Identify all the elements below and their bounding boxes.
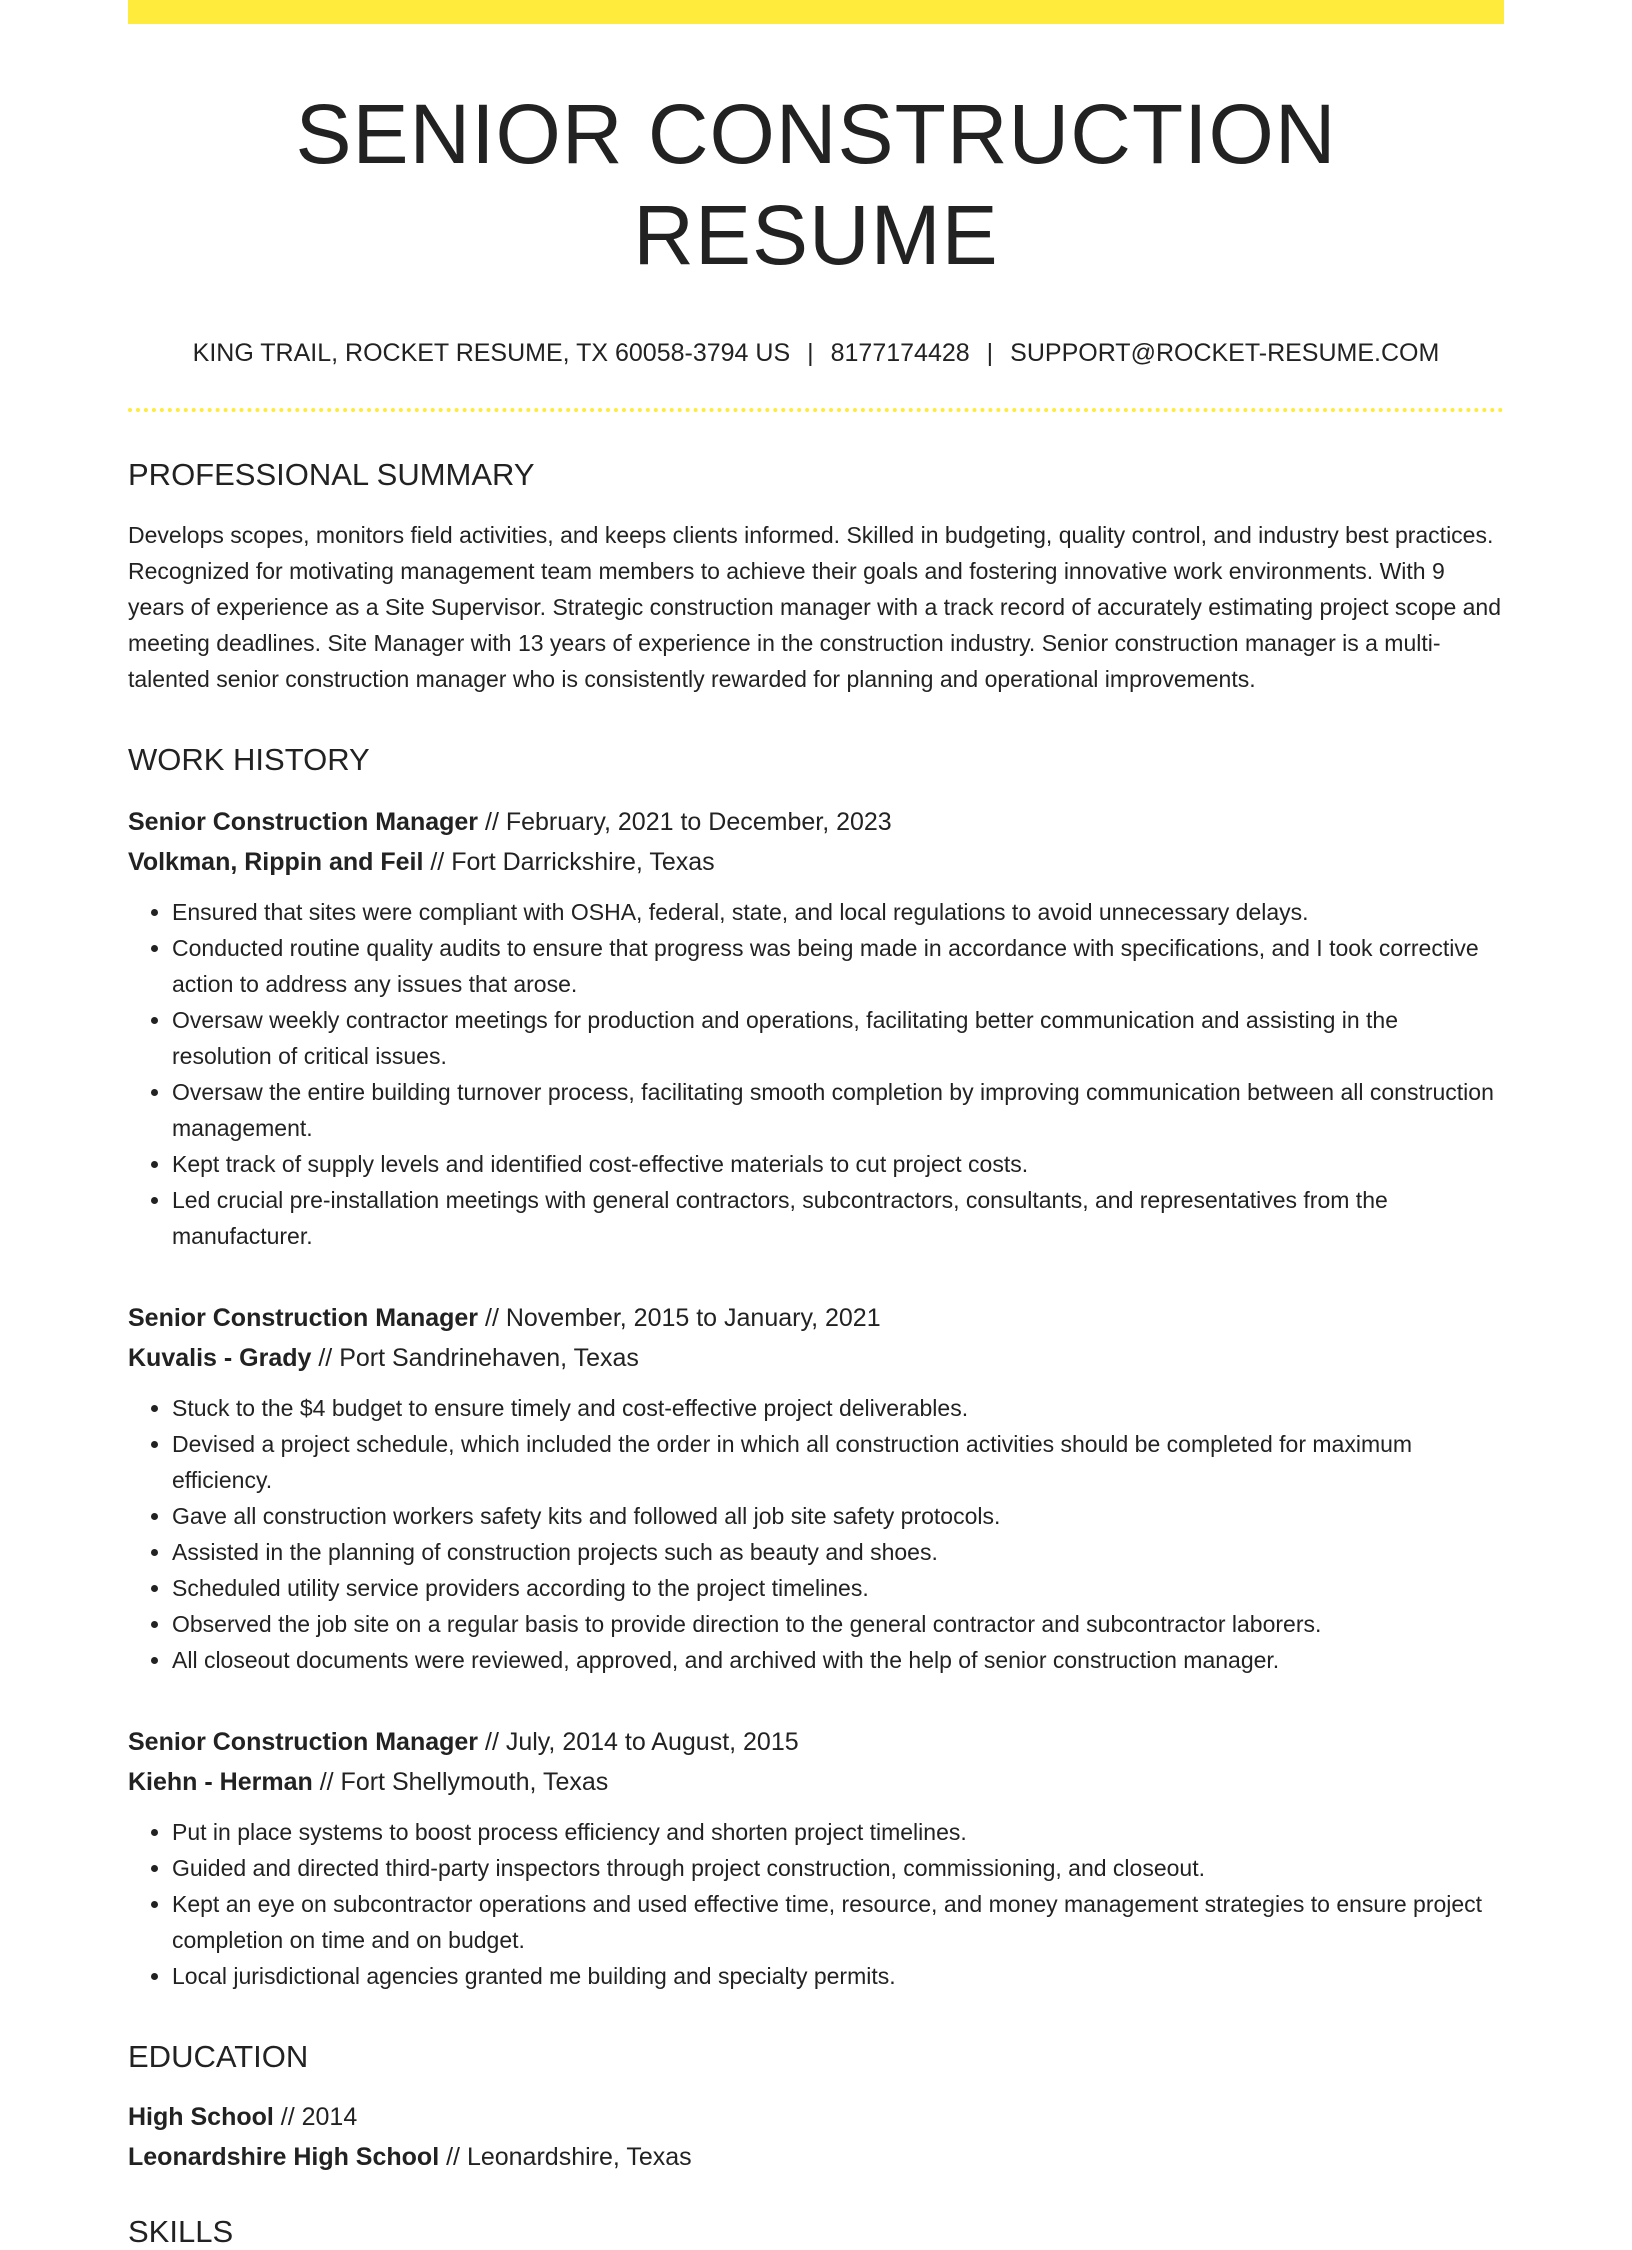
bullet-item: • Observed the job site on a regular basis to provide direction to the general contractor and subcontractor laborers. bbox=[172, 1606, 1504, 1642]
contact-address: KING TRAIL, ROCKET RESUME, TX 60058-3794 US bbox=[192, 338, 791, 367]
job-entry bbox=[128, 1722, 1504, 1994]
job-company-line bbox=[128, 842, 1504, 882]
job-dates: // February, 2021 to December, 2023 bbox=[478, 807, 892, 836]
job-role-line bbox=[128, 1722, 1504, 1762]
bullet-item: • Put in place systems to boost process efficiency and shorten project timelines. bbox=[172, 1814, 1504, 1850]
education-degree: High School bbox=[128, 2103, 274, 2132]
bullet-item: • Scheduled utility service providers according to the project timelines. bbox=[172, 1570, 1504, 1606]
job-role: Senior Construction Manager bbox=[128, 1303, 479, 1332]
job-dates: // November, 2015 to January, 2021 bbox=[478, 1303, 881, 1332]
contact-email: SUPPORT@ROCKET-RESUME.COM bbox=[1010, 338, 1440, 367]
education-degree-line bbox=[128, 2097, 1504, 2137]
job-bullets bbox=[128, 1814, 1504, 1994]
bullet-item: • Oversaw the entire building turnover process, facilitating smooth completion by improving communication between all construction management. bbox=[172, 1074, 1504, 1146]
bullet-item: • Kept track of supply levels and identified cost-effective materials to cut project costs. bbox=[172, 1146, 1504, 1182]
section-title-summary: PROFESSIONAL SUMMARY bbox=[128, 456, 535, 492]
job-company-line bbox=[128, 1338, 1504, 1378]
bullet-item: • Local jurisdictional agencies granted me building and specialty permits. bbox=[172, 1958, 1504, 1994]
bullet-item: • All closeout documents were reviewed, approved, and archived with the help of senior construction manager. bbox=[172, 1642, 1504, 1678]
top-accent-bar bbox=[128, 0, 1504, 24]
bullet-item: • Ensured that sites were compliant with OSHA, federal, state, and local regulations to avoid unnecessary delays. bbox=[172, 894, 1504, 930]
job-role-line bbox=[128, 802, 1504, 842]
job-location: // Port Sandrinehaven, Texas bbox=[311, 1343, 639, 1372]
job-role: Senior Construction Manager bbox=[128, 1727, 479, 1756]
job-bullets bbox=[128, 1390, 1504, 1678]
job-bullets bbox=[128, 894, 1504, 1254]
bullet-item: • Assisted in the planning of construction projects such as beauty and shoes. bbox=[172, 1534, 1504, 1570]
bullet-item: • Led crucial pre-installation meetings with general contractors, subcontractors, consultants, and representatives from the manufacturer. bbox=[172, 1182, 1504, 1254]
education-year: // 2014 bbox=[273, 2103, 358, 2132]
job-company: Volkman, Rippin and Feil bbox=[128, 847, 424, 876]
contact-separator: | bbox=[986, 338, 994, 367]
section-title-skills: SKILLS bbox=[128, 2214, 234, 2250]
bullet-item: • Guided and directed third-party inspectors through project construction, commissioning, and closeout. bbox=[172, 1850, 1504, 1886]
education-location: // Leonardshire, Texas bbox=[439, 2143, 692, 2172]
resume-page bbox=[128, 0, 1504, 2250]
job-entry bbox=[128, 802, 1504, 1254]
bullet-item: • Kept an eye on subcontractor operations and used effective time, resource, and money management strategies to ensure project completion on time and on budget. bbox=[172, 1886, 1504, 1958]
job-company-line bbox=[128, 1762, 1504, 1802]
section-title-work-history: WORK HISTORY bbox=[128, 741, 370, 777]
contact-line bbox=[128, 338, 1504, 368]
job-entry bbox=[128, 1298, 1504, 1678]
dotted-divider bbox=[128, 408, 1504, 412]
job-location: // Fort Shellymouth, Texas bbox=[312, 1767, 609, 1796]
summary-text: Develops scopes, monitors field activities, and keeps clients informed. Skilled in budgeting, quality control, and industry best practices. Recognized for motivating management team members to achieve their goals and fostering innovative work environments. With 9 years of experience as a Site Supervisor. Strategic construction manager with a track record of accurately estimating project scope and meeting deadlines. Site Manager with 13 years of experience in the construction industry. Senior construction manager is a multi-talented senior construction manager who is consistently rewarded for planning and operational improvements. bbox=[128, 521, 1502, 692]
job-role-line bbox=[128, 1298, 1504, 1338]
education-entry bbox=[128, 2097, 1504, 2177]
contact-phone: 8177174428 bbox=[830, 338, 970, 367]
education-school-line bbox=[128, 2137, 1504, 2177]
contact-separator: | bbox=[807, 338, 814, 367]
bullet-item: • Conducted routine quality audits to ensure that progress was being made in accordance with specifications, and I took corrective action to address any issues that arose. bbox=[172, 930, 1504, 1002]
job-company: Kiehn - Herman bbox=[128, 1767, 313, 1796]
section-title-education: EDUCATION bbox=[128, 2038, 309, 2074]
bullet-item: • Oversaw weekly contractor meetings for production and operations, facilitating better communication and assisting in the resolution of critical issues. bbox=[172, 1002, 1504, 1074]
bullet-item: • Devised a project schedule, which included the order in which all construction activities should be completed for maximum efficiency. bbox=[172, 1426, 1504, 1498]
job-company: Kuvalis - Grady bbox=[128, 1343, 312, 1372]
bullet-item: • Gave all construction workers safety kits and followed all job site safety protocols. bbox=[172, 1498, 1504, 1534]
bullet-item: • Stuck to the $4 budget to ensure timely and cost-effective project deliverables. bbox=[172, 1390, 1504, 1426]
job-role: Senior Construction Manager bbox=[128, 807, 479, 836]
resume-title: SENIOR CONSTRUCTION RESUME bbox=[295, 87, 1337, 282]
education-school: Leonardshire High School bbox=[128, 2143, 440, 2172]
job-location: // Fort Darrickshire, Texas bbox=[423, 847, 715, 876]
job-dates: // July, 2014 to August, 2015 bbox=[478, 1727, 799, 1756]
